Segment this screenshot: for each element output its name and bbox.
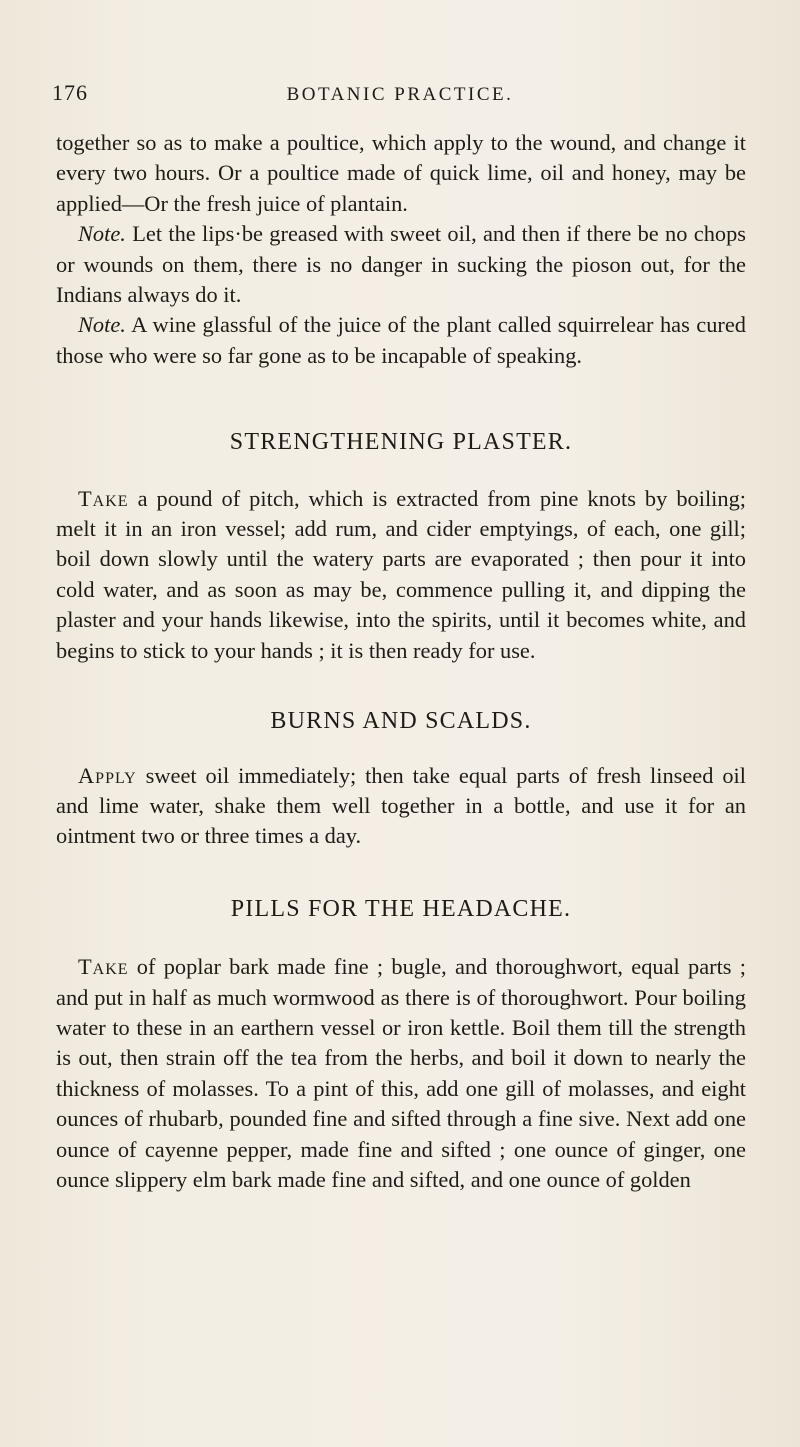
section-heading-strengthening-plaster: STRENGTHENING PLASTER. [229, 429, 573, 456]
note-paragraph-1 [56, 219, 746, 310]
burns-paragraph [56, 761, 746, 852]
note-text: Let the lips·be greased with sweet oil, and then if there be no chops or wounds on them, there is no danger in sucking the pioson out, for the Indians always do it. [56, 221, 746, 308]
page-body [56, 128, 746, 1195]
section-heading-burns-and-scalds: BURNS AND SCALDS. [270, 708, 532, 735]
paragraph-text: sweet oil immediately; then take equal parts of fresh linseed oil and lime water, shake them well together in a bottle, and use it for an ointment two or three times a day. [56, 762, 746, 849]
lead-word: Apply [78, 762, 137, 788]
plaster-paragraph [56, 484, 746, 666]
note-label: Note. [78, 221, 126, 247]
intro-paragraph: together so as to make a poultice, which apply to the wound, and change it every two hours. Or a poultice made of quick lime, oil and honey, may be applied—Or the fresh juice of plantain. [56, 130, 746, 216]
section-heading-pills-for-headache: PILLS FOR THE HEADACHE. [230, 895, 572, 922]
note-paragraph-2 [56, 310, 746, 371]
lead-word: Take [78, 954, 129, 980]
lead-word: Take [78, 485, 129, 511]
page-number: 176 [52, 80, 88, 105]
pills-paragraph [56, 952, 746, 1195]
paragraph-text: a pound of pitch, which is extracted from pine knots by boiling; melt it in an iron vessel; add rum, and cider emptyings, of each, one gill; boil down slowly until the watery parts are evaporated ; then pour it into cold water, and as soon as may be, commence pulling it, and dipping the plaster and your hands likewise, into the spirits, until it becomes white, and begins to stick to your hands ; it is then ready for use. [56, 485, 746, 663]
page-header [0, 80, 800, 120]
note-text: A wine glassful of the juice of the plant called squirrelear has cured those who were so far gone as to be incapable of speaking. [56, 312, 746, 368]
running-head: BOTANIC PRACTICE. [286, 84, 514, 105]
paragraph-text: of poplar bark made fine ; bugle, and thoroughwort, equal parts ; and put in half as much wormwood as there is of thoroughwort. Pour boiling water to these in an earthern vessel or iron kettle. Boil them till the strength is out, then strain off the tea from the herbs, and boil it down to nearly the thickness of molasses. To a pint of this, add one gill of molasses, and eight ounces of rhubarb, pounded fine and sifted through a fine sive. Next add one ounce of cayenne pepper, made fine and sifted ; one ounce of ginger, one ounce slippery elm bark made fine and sifted, and one ounce of golden [56, 954, 746, 1192]
note-label: Note. [78, 312, 126, 338]
